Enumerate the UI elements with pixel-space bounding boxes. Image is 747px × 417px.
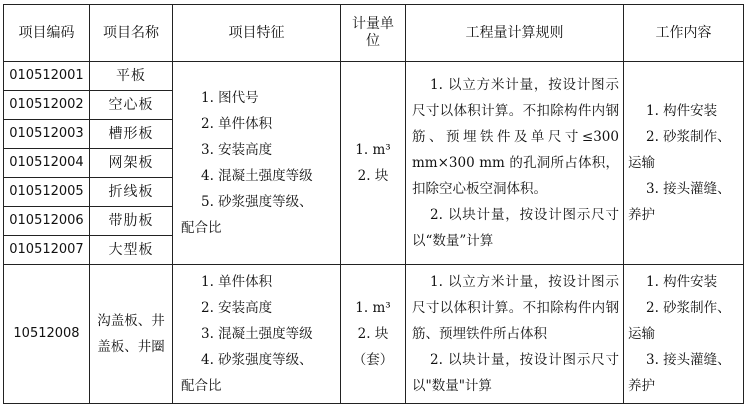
unit-line: 1. m³	[355, 300, 391, 316]
header-row	[4, 5, 744, 62]
calc-rule	[406, 62, 624, 265]
item-name: 网架板	[90, 149, 173, 178]
item-code: 010512006	[4, 207, 90, 236]
rule-paragraph: 2. 以块计量，按设计图示尺寸以“数量”计算	[412, 207, 619, 249]
item-code: 010512001	[4, 62, 90, 91]
header-unit: 计量单位	[341, 5, 406, 62]
work-line: 2. 砂浆制作、运输	[628, 129, 731, 171]
unit-line: 2. 块	[357, 168, 389, 184]
feature-line: 1. 单件体积	[201, 274, 273, 290]
feature-line: 2. 安装高度	[201, 300, 273, 316]
bill-of-quantities-table	[3, 4, 744, 404]
feature-line: 2. 单件体积	[201, 116, 273, 132]
work-line: 2. 砂浆制作、运输	[628, 300, 731, 342]
unit-line: 2. 块	[357, 326, 389, 342]
feature-line-cont: 配合比	[181, 220, 222, 236]
item-name: 空心板	[90, 91, 173, 120]
unit-line: （套）	[352, 352, 394, 368]
feature-line: 1. 图代号	[201, 90, 259, 106]
header-item-name: 项目名称	[90, 5, 173, 62]
feature-line-cont: 配合比	[181, 378, 222, 394]
work-line: 1. 构件安装	[646, 274, 718, 290]
table-row	[4, 62, 744, 91]
item-name: 大型板	[90, 236, 173, 265]
rule-paragraph: 1. 以立方米计量，按设计图示尺寸以体积计算。不扣除构件内钢筋、预埋铁件及单尺寸≤300 mm×300 mm 的孔洞所占体积，扣除空心板空洞体积。	[412, 77, 619, 197]
unit-line: 1. m³	[355, 142, 391, 158]
header-calc-rule: 工程量计算规则	[406, 5, 624, 62]
calc-rule	[406, 265, 624, 404]
work-line: 3. 接头灌缝、养护	[628, 352, 731, 394]
table-row	[4, 265, 744, 404]
item-code: 010512002	[4, 91, 90, 120]
feature-line: 3. 混凝土强度等级	[201, 326, 313, 342]
header-item-features: 项目特征	[173, 5, 341, 62]
item-code: 10512008	[4, 265, 90, 404]
item-name: 沟盖板、井盖板、井圈	[90, 265, 173, 404]
item-code: 010512003	[4, 120, 90, 149]
item-name: 槽形板	[90, 120, 173, 149]
measurement-unit	[341, 62, 406, 265]
feature-line: 3. 安装高度	[201, 142, 273, 158]
work-line: 1. 构件安装	[646, 103, 718, 119]
item-code: 010512004	[4, 149, 90, 178]
feature-line: 5. 砂浆强度等级、	[201, 194, 313, 210]
item-name: 平板	[90, 62, 173, 91]
feature-line: 4. 砂浆强度等级、	[201, 352, 313, 368]
rule-paragraph: 1. 以立方米计量，按设计图示尺寸以体积计算。不扣除构件内钢筋、预埋铁件所占体积	[412, 274, 619, 342]
item-features	[173, 62, 341, 265]
item-code: 010512007	[4, 236, 90, 265]
rule-paragraph: 2. 以块计量，按设计图示尺寸以"数量"计算	[412, 352, 619, 394]
work-content	[624, 62, 744, 265]
item-name: 带肋板	[90, 207, 173, 236]
item-name: 折线板	[90, 178, 173, 207]
feature-line: 4. 混凝土强度等级	[201, 168, 313, 184]
header-work-content: 工作内容	[624, 5, 744, 62]
work-line: 3. 接头灌缝、养护	[628, 181, 731, 223]
item-code: 010512005	[4, 178, 90, 207]
measurement-unit	[341, 265, 406, 404]
item-features	[173, 265, 341, 404]
work-content	[624, 265, 744, 404]
header-item-code: 项目编码	[4, 5, 90, 62]
